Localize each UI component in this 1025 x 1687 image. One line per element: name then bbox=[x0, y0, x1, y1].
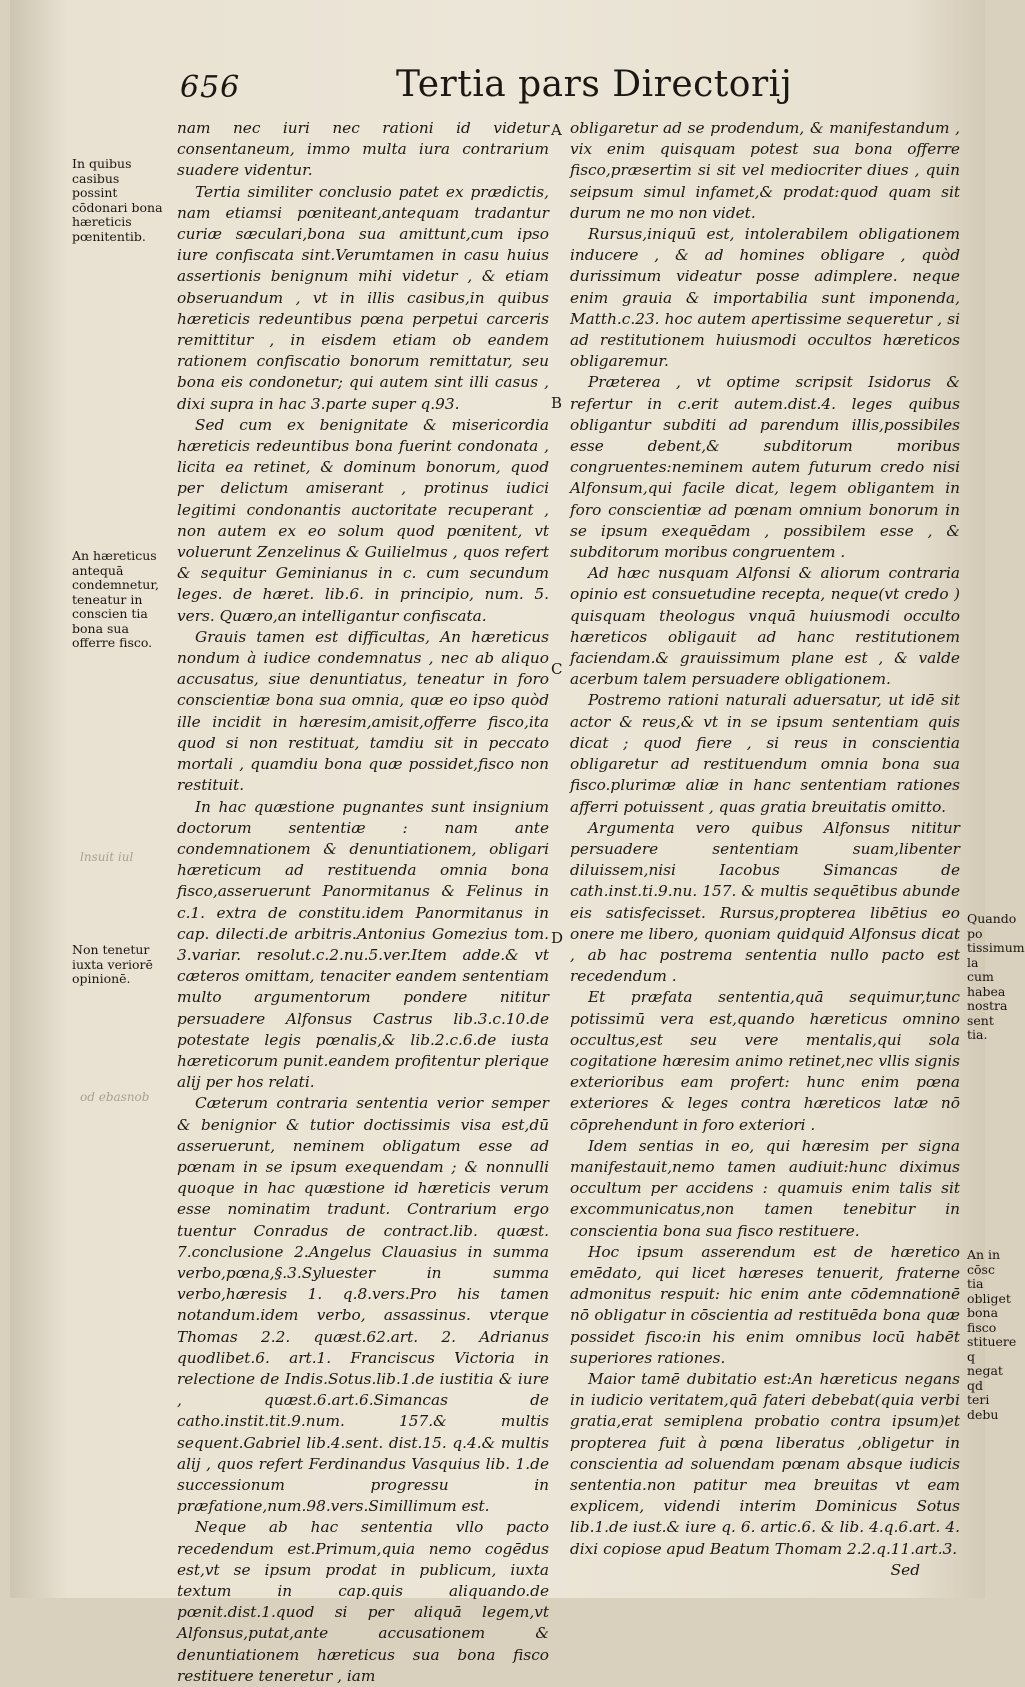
paragraph: Neque ab hac sententia vllo pacto recedendum est.Primum,quia nemo cogēdus est,vt se ipsum prodat in publicum, iuxta textum in cap.quis aliquando.de pœnit.dist.1.quod si per aliquā legem,vt Alfonsus,putat,ante accusationem & denuntiationem hæreticus sua bona fisco restituere teneretur , iam bbox=[177, 1518, 549, 1685]
paragraph: Cæterum contraria sententia verior semper & benignior & tutior doctissimis visa est,dū asseruerunt, neminem obligatum esse ad pœnam in se ipsum exequendam ; & nonnulli quoque in hac quæstione id hæreticis verum esse nominatim tradunt. Contrarium ergo tuentur Conradus de contract.lib. quæst. 7.conclusione 2.Angelus Clauasius in summa verbo,pœna,§.3.Syluester in summa verbo,hæresis 1. q.8.vers.Pro his tamen notandum.idem verbo, assassinus. vterque Thomas 2.2. quæst.62.art. 2. Adrianus quodlibet.6. art.1. Franciscus Victoria in relectione de Indis.Sotus.lib.1.de iustitia & iure , quæst.6.art.6.Simancas de catho.instit.tit.9.num. 157.& multis sequent.Gabriel lib.4.sent. dist.15. q.4.& multis alij , quos refert Ferdinandus Vasquius lib. 1.de successionum progressu in præfatione,num.98.vers.Simillimum est. bbox=[177, 1094, 549, 1516]
paragraph: Sed cum ex benignitate & misericordia hæreticis redeuntibus bona fuerint condonata , licita ea retinet, & dominum bonorum, quod per delictum amiserant , protinus iudici legitimi condonantis auctoritate recuperant , non autem ex eo solum quod pœnitent, vt voluerunt Zenzelinus & Guilielmus , quos refert & sequitur Geminianus in c. cum secundum leges. de hæret. lib.6. in principio, num. 5. vers. Quæro,an intelligantur confiscata. bbox=[177, 415, 549, 625]
margin-note-left-3: Non tenetur iuxta veriorē opinionē. bbox=[72, 942, 153, 986]
paragraph: Grauis tamen est difficultas, An hæreticus nondum à iudice condemnatus , nec ab aliquo accusatus, siue denuntiatus, teneatur in foro conscientiæ bona sua omnia, quæ eo ipso quòd ille incidit in hæresim,amisit,offerre fisco,ita quod si non restituat, tamdiu sit in peccato mortali , quamdiu bona quæ possidet,fisco non restituit. bbox=[177, 627, 549, 795]
section-marker-c: C bbox=[551, 660, 563, 678]
paragraph: Hoc ipsum asserendum est de hæretico emēdato, qui licet hæreses tenuerit, fraterne admonitus respuit: hic enim ante cōdemnationē nō obligatur in cōscientia ad restituēda bona quæ possidet fisco:in his enim omnibus locū habēt superiores rationes. bbox=[570, 1242, 960, 1367]
page-number: 656 bbox=[180, 70, 241, 105]
paragraph: Argumenta vero quibus Alfonsus nititur persuadere sententiam suam,libenter diluissem,nisi Iacobus Simancas de cath.inst.ti.9.nu. 157. & multis sequētibus abunde eis satisfecisset. Rursus,propterea libētius eo onere me libero, quoniam quidquid Alfonsus dicat , ab hac postrema sententia nullo pacto est recedendum . bbox=[570, 818, 960, 986]
paragraph: Rursus,iniquū est, intolerabilem obligationem inducere , & ad homines obligare , quòd durissimum videatur posse adimplere. neque enim grauia & importabilia sunt imponenda, Matth.c.23. hoc autem apertissime sequeretur , si ad restitutionem huiusmodi occultos hæreticos obligaremur. bbox=[570, 225, 960, 371]
left-column bbox=[177, 118, 549, 1687]
paragraph: Maior tamē dubitatio est:An hæreticus negans in iudicio veritatem,quā fateri debebat(quia verbi gratia,erat semiplena probatio contra ipsum)et propterea fuit à pœna liberatus ,obligetur in conscientia ad soluendam pœnam absque iudicis sententia.non patitur mea breuitas vt eam explicem, videndi interim Dominicus Sotus lib.1.de iust.& iure q. 6. artic.6. & lib. 4.q.6.art. 4. dixi copiose apud Beatum Thomam 2.2.q.11.art.3. bbox=[570, 1369, 960, 1558]
show-through-text: lnsuit iul bbox=[80, 850, 134, 864]
section-marker-a: A bbox=[551, 121, 562, 139]
margin-note-right-2: An in cōsc tia obliget bona fisco stituere q negat qd teri debu bbox=[967, 1247, 1017, 1422]
paragraph: Idem sentias in eo, qui hæresim per signa manifestauit,nemo tamen audiuit:hunc diximus occultum per accidens : quamuis enim talis sit excommunicatus,non tamen tenebitur in conscientia bona sua fisco restituere. bbox=[570, 1136, 960, 1240]
paragraph: Præterea , vt optime scripsit Isidorus & refertur in c.erit autem.dist.4. leges quibus obligantur subditi ad parendum illis,possibiles esse debent,& subditorum moribus congruentes:neminem autem futurum credo nisi Alfonsum,qui facile dicat, legem obligantem in foro conscientiæ ad pœnam omnium bonorum in se ipsum exequēdam , possibilem esse , & subditorum moribus congruentem . bbox=[570, 373, 960, 562]
section-marker-b: B bbox=[551, 394, 563, 412]
paragraph: Postremo rationi naturali aduersatur, ut idē sit actor & reus,& vt in se ipsum sententiam quis dicat ; quod fiere , si reus in conscientia obligaretur ad restituendum omnia bona sua fisco.plurimæ aliæ in hanc sententiam rationes afferri potuissent , quas gratia breuitatis omitto. bbox=[570, 691, 960, 816]
paragraph: Ad hæc nusquam Alfonsi & aliorum contraria opinio est consuetudine recepta, neque(vt credo ) quisquam theologus vnquā huiusmodi occulto hæreticos obligauit ad hanc restitutionem faciendam.& grauissimum plane est , & valde acerbum talem persuadere obligationem. bbox=[570, 564, 960, 689]
paragraph: Et præfata sententia,quā sequimur,tunc potissimū vera est,quando hæreticus omnino occultus,est seu vere mentalis,qui sola cogitatione hæresim animo retinet,nec vllis signis exterioribus eam profert: hunc enim pœna exteriores & leges contra hæreticos latæ nō cōprehendunt in foro exteriori . bbox=[570, 988, 960, 1134]
section-marker-d: D bbox=[551, 929, 564, 947]
paragraph: Tertia similiter conclusio patet ex prædictis, nam etiamsi pœniteant,antequam tradantur curiæ sæculari,bona sua amittunt,cum ipso iure confiscata sint.Verumtamen in casu huius assertionis benignum mihi videtur , & etiam obseruandum , vt in illis casibus,in quibus hæreticis redeuntibus pœna perpetui carceris remittitur , in eisdem etiam ob eandem rationem confiscatio bonorum remittatur, seu bona eis condonetur; qui autem sint illi casus , dixi supra in hac 3.parte super q.93. bbox=[177, 182, 549, 413]
catchword: Sed bbox=[890, 1560, 920, 1579]
paragraph: In hac quæstione pugnantes sunt insignium doctorum sententiæ : nam ante condemnationem & denuntiationem, obligari hæreticum ad restituenda omnia bona fisco,asseruerunt Panormitanus & Felinus in c.1. extra de constitu.idem Panormitanus in cap. dilecti.de arbitris.Antonius Gomezius tom. 3.variar. resolut.c.2.nu.5.ver.Item adde.& vt cæteros omittam, tenaciter eandem sententiam multo argumentorum pondere nititur persuadere Alfonsus Castrus lib.3.c.10.de potestate legis pœnalis,& lib.2.c.6.de iusta hæreticorum punit.eandem profitentur plerique alij per hos relati. bbox=[177, 797, 549, 1092]
margin-note-left-1: In quibus casibus possint cōdonari bona hæreticis pœnitentib. bbox=[72, 156, 163, 244]
margin-note-right-1: Quando po tissimum la cum habea nostra sent tia. bbox=[967, 911, 1025, 1042]
paragraph: nam nec iuri nec rationi id videtur consentaneum, immo multa iura contrarium suadere videntur. bbox=[177, 119, 549, 180]
margin-note-left-2: An hæreticus antequā condemnetur, teneatur in conscien tia bona sua offerre fisco. bbox=[72, 548, 159, 650]
book-page bbox=[10, 0, 1025, 1685]
running-head: Tertia pars Directorij bbox=[396, 64, 793, 105]
paragraph: obligaretur ad se prodendum, & manifestandum , vix enim quisquam potest sua bona offerre fisco,præsertim si sit vel mediocriter diues , quin seipsum simul infamet,& prodat:quod quam sit durum ne mo non videt. bbox=[570, 119, 960, 222]
right-column bbox=[570, 118, 960, 1581]
show-through-text: od ebasnob bbox=[80, 1090, 150, 1104]
